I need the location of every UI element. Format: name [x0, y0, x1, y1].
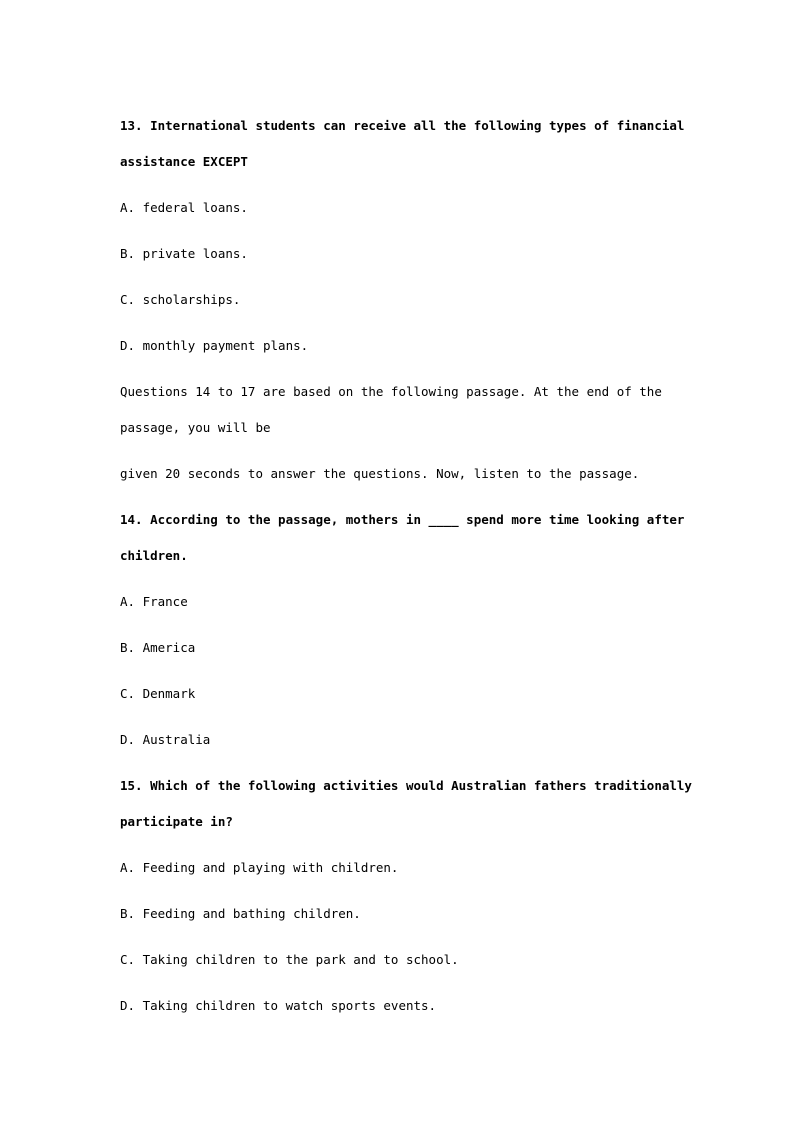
- q15-option-a: A. Feeding and playing with children.: [120, 860, 399, 875]
- q15-stem-line2: participate in?: [120, 814, 233, 829]
- q14-option-c: C. Denmark: [120, 686, 196, 701]
- q14-option-a: A. France: [120, 594, 188, 609]
- instruction-line3: given 20 seconds to answer the questions. Now, listen to the passage.: [120, 466, 640, 481]
- q13-option-c: C. scholarships.: [120, 292, 241, 307]
- q15-option-c: C. Taking children to the park and to school.: [120, 952, 459, 967]
- q14-stem-line1: 14. According to the passage, mothers in ____ spend more time looking after: [120, 512, 685, 527]
- q14-option-b: B. America: [120, 640, 196, 655]
- instruction-line1: Questions 14 to 17 are based on the following passage. At the end of the: [120, 384, 662, 399]
- q15-option-d: D. Taking children to watch sports events.: [120, 998, 437, 1013]
- q14-option-d: D. Australia: [120, 732, 211, 747]
- instruction-line2: passage, you will be: [120, 420, 271, 435]
- q15-stem-line1: 15. Which of the following activities would Australian fathers traditionally: [120, 778, 692, 793]
- q15-option-b: B. Feeding and bathing children.: [120, 906, 361, 921]
- q13-option-d: D. monthly payment plans.: [120, 338, 309, 353]
- q13-option-a: A. federal loans.: [120, 200, 248, 215]
- q13-option-b: B. private loans.: [120, 246, 248, 261]
- q13-stem-line2: assistance EXCEPT: [120, 154, 248, 169]
- q13-stem-line1: 13. International students can receive all the following types of financial: [120, 118, 685, 133]
- q14-stem-line2: children.: [120, 548, 188, 563]
